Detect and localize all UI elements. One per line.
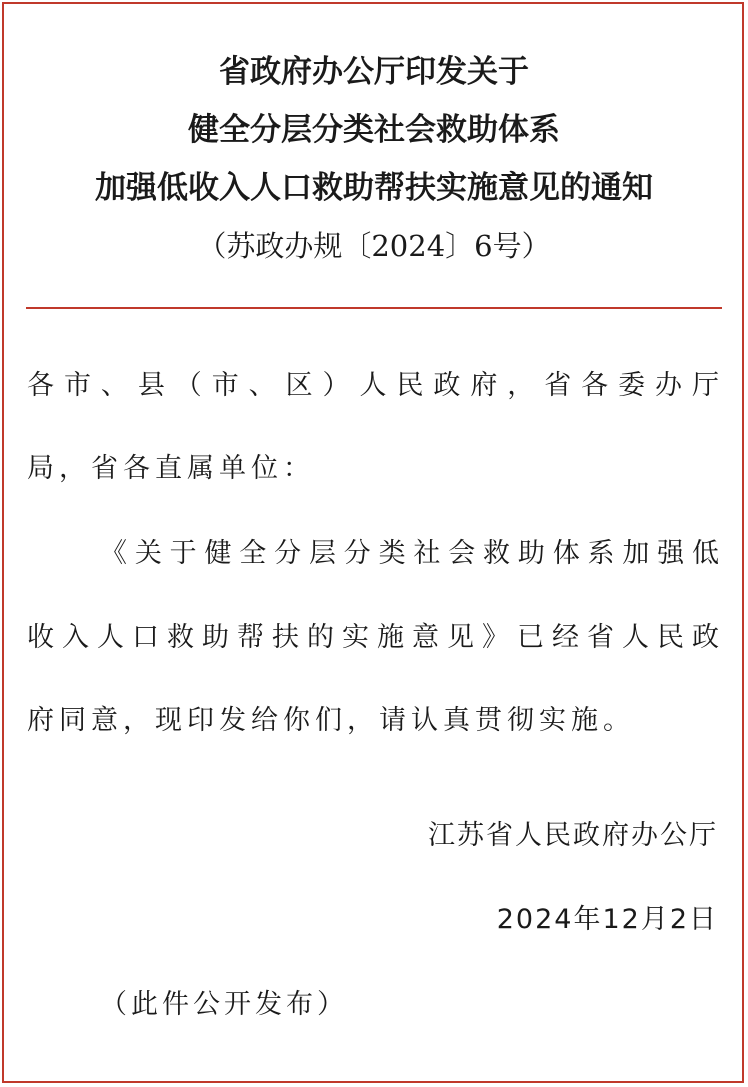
body-paragraph-line-1: 《关于健全分层分类社会救助体系加强低: [100, 538, 719, 569]
title-line-2: 健全分层分类社会救助体系: [188, 112, 560, 148]
document-number: （苏政办规〔2024〕6号）: [197, 229, 551, 263]
publication-note: （此件公开发布）: [100, 989, 348, 1020]
title-line-1: 省政府办公厅印发关于: [219, 54, 529, 90]
addressee-line-1: 各市、县（市、区）人民政府，省各委办厅: [27, 370, 719, 401]
body-paragraph-line-2: 收入人口救助帮扶的实施意见》已经省人民政: [27, 622, 719, 653]
issuer-signature: 江苏省人民政府办公厅: [428, 820, 718, 851]
body-paragraph-line-3: 府同意，现印发给你们，请认真贯彻实施。: [27, 705, 635, 736]
header-divider: [26, 307, 722, 309]
issue-date: 2024年12月2日: [496, 904, 718, 935]
title-line-3: 加强低收入人口救助帮扶实施意见的通知: [95, 170, 653, 206]
addressee-line-2: 局，省各直属单位：: [27, 453, 315, 484]
